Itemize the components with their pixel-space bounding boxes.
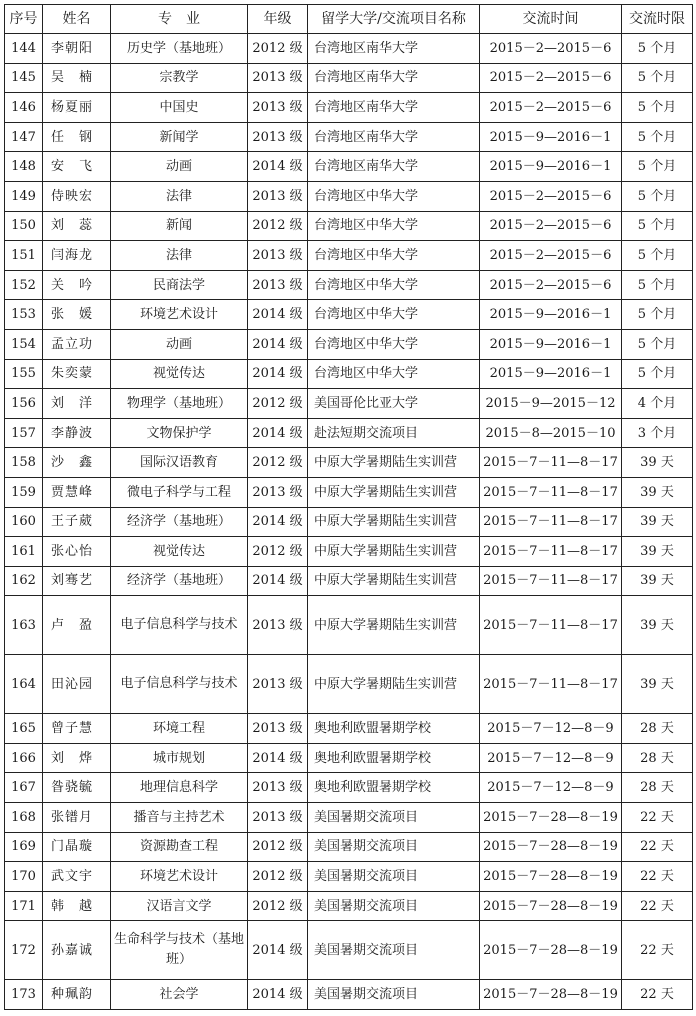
cell-program: 台湾地区中华大学	[308, 329, 480, 359]
cell-grade: 2014 级	[248, 921, 308, 980]
cell-major: 环境艺术设计	[111, 300, 248, 330]
table-row	[5, 537, 693, 567]
cell-major: 微电子科学与工程	[111, 477, 248, 507]
cell-duration: 5 个月	[622, 329, 693, 359]
cell-time: 2015－7－11—8－17	[480, 655, 622, 714]
cell-no: 160	[5, 507, 43, 537]
table-row	[5, 980, 693, 1010]
cell-grade: 2013 级	[248, 122, 308, 152]
cell-no: 153	[5, 300, 43, 330]
cell-program: 赴法短期交流项目	[308, 418, 480, 448]
cell-name: 关 吟	[43, 270, 111, 300]
cell-grade: 2013 级	[248, 803, 308, 833]
cell-name: 张镨月	[43, 803, 111, 833]
cell-duration: 39 天	[622, 566, 693, 596]
cell-major: 视觉传达	[111, 359, 248, 389]
cell-time: 2015－7－28—8－19	[480, 832, 622, 862]
cell-duration: 5 个月	[622, 270, 693, 300]
cell-program: 台湾地区中华大学	[308, 359, 480, 389]
cell-name: 朱奕蒙	[43, 359, 111, 389]
cell-duration: 39 天	[622, 448, 693, 478]
cell-time: 2015－2—2015－6	[480, 63, 622, 93]
exchange-students-table	[4, 4, 693, 1010]
table-row	[5, 122, 693, 152]
cell-grade: 2012 级	[248, 34, 308, 64]
cell-name: 王子葳	[43, 507, 111, 537]
cell-time: 2015－7－28—8－19	[480, 891, 622, 921]
cell-major: 中国史	[111, 93, 248, 123]
cell-duration: 39 天	[622, 537, 693, 567]
cell-name: 任 钢	[43, 122, 111, 152]
cell-duration: 3 个月	[622, 418, 693, 448]
header-name: 姓名	[43, 5, 111, 34]
cell-no: 147	[5, 122, 43, 152]
table-row	[5, 63, 693, 93]
cell-duration: 5 个月	[622, 93, 693, 123]
cell-time: 2015－7－28—8－19	[480, 980, 622, 1010]
table-row	[5, 241, 693, 271]
table-row	[5, 921, 693, 980]
table-row	[5, 596, 693, 655]
cell-major: 经济学（基地班）	[111, 566, 248, 596]
cell-no: 169	[5, 832, 43, 862]
cell-duration: 39 天	[622, 507, 693, 537]
cell-program: 美国暑期交流项目	[308, 803, 480, 833]
cell-grade: 2014 级	[248, 329, 308, 359]
cell-name: 侍映宏	[43, 181, 111, 211]
cell-name: 韩 越	[43, 891, 111, 921]
table-row	[5, 655, 693, 714]
cell-major: 新闻	[111, 211, 248, 241]
cell-time: 2015－9—2016－1	[480, 152, 622, 182]
table-row	[5, 743, 693, 773]
cell-program: 美国暑期交流项目	[308, 921, 480, 980]
cell-major: 地理信息科学	[111, 773, 248, 803]
cell-no: 149	[5, 181, 43, 211]
cell-time: 2015－9—2015－12	[480, 389, 622, 419]
cell-major: 法律	[111, 181, 248, 211]
cell-duration: 5 个月	[622, 34, 693, 64]
table-row	[5, 152, 693, 182]
cell-major: 经济学（基地班）	[111, 507, 248, 537]
cell-grade: 2013 级	[248, 596, 308, 655]
cell-name: 闫海龙	[43, 241, 111, 271]
cell-name: 昝骁毓	[43, 773, 111, 803]
cell-time: 2015－9—2016－1	[480, 300, 622, 330]
cell-program: 中原大学暑期陆生实训营	[308, 566, 480, 596]
cell-major: 历史学（基地班）	[111, 34, 248, 64]
cell-duration: 22 天	[622, 921, 693, 980]
cell-grade: 2013 级	[248, 773, 308, 803]
cell-no: 173	[5, 980, 43, 1010]
table-row	[5, 832, 693, 862]
cell-major: 国际汉语教育	[111, 448, 248, 478]
cell-program: 奥地利欧盟暑期学校	[308, 773, 480, 803]
cell-grade: 2014 级	[248, 743, 308, 773]
cell-no: 150	[5, 211, 43, 241]
cell-time: 2015－7－28—8－19	[480, 921, 622, 980]
cell-grade: 2014 级	[248, 980, 308, 1010]
table-row	[5, 714, 693, 744]
cell-duration: 5 个月	[622, 122, 693, 152]
cell-name: 贾慧峰	[43, 477, 111, 507]
cell-name: 刘 蕊	[43, 211, 111, 241]
cell-grade: 2012 级	[248, 832, 308, 862]
cell-time: 2015－7－28—8－19	[480, 803, 622, 833]
cell-no: 158	[5, 448, 43, 478]
cell-name: 刘骞艺	[43, 566, 111, 596]
cell-time: 2015－2—2015－6	[480, 270, 622, 300]
cell-name: 武文宇	[43, 862, 111, 892]
cell-program: 台湾地区中华大学	[308, 270, 480, 300]
cell-grade: 2013 级	[248, 655, 308, 714]
cell-program: 台湾地区南华大学	[308, 63, 480, 93]
cell-no: 172	[5, 921, 43, 980]
cell-duration: 28 天	[622, 743, 693, 773]
cell-program: 台湾地区中华大学	[308, 300, 480, 330]
cell-duration: 22 天	[622, 862, 693, 892]
cell-grade: 2014 级	[248, 359, 308, 389]
cell-grade: 2014 级	[248, 418, 308, 448]
header-grade: 年级	[248, 5, 308, 34]
table-row	[5, 300, 693, 330]
cell-time: 2015－8—2015－10	[480, 418, 622, 448]
cell-no: 146	[5, 93, 43, 123]
cell-major: 城市规划	[111, 743, 248, 773]
cell-grade: 2012 级	[248, 448, 308, 478]
cell-time: 2015－9—2016－1	[480, 122, 622, 152]
cell-grade: 2014 级	[248, 507, 308, 537]
cell-no: 168	[5, 803, 43, 833]
cell-major: 文物保护学	[111, 418, 248, 448]
cell-major: 视觉传达	[111, 537, 248, 567]
cell-time: 2015－7－11—8－17	[480, 537, 622, 567]
cell-program: 中原大学暑期陆生实训营	[308, 596, 480, 655]
cell-program: 中原大学暑期陆生实训营	[308, 477, 480, 507]
cell-major: 社会学	[111, 980, 248, 1010]
cell-name: 李朝阳	[43, 34, 111, 64]
cell-program: 台湾地区南华大学	[308, 34, 480, 64]
cell-program: 台湾地区南华大学	[308, 122, 480, 152]
cell-major: 汉语言文学	[111, 891, 248, 921]
table-row	[5, 418, 693, 448]
cell-no: 154	[5, 329, 43, 359]
header-program: 留学大学/交流项目名称	[308, 5, 480, 34]
cell-program: 台湾地区南华大学	[308, 152, 480, 182]
cell-grade: 2012 级	[248, 537, 308, 567]
cell-duration: 5 个月	[622, 300, 693, 330]
cell-grade: 2012 级	[248, 891, 308, 921]
cell-major: 电子信息科学与技术	[111, 596, 248, 655]
cell-time: 2015－2—2015－6	[480, 181, 622, 211]
cell-time: 2015－7－11—8－17	[480, 477, 622, 507]
cell-program: 中原大学暑期陆生实训营	[308, 655, 480, 714]
header-major: 专 业	[111, 5, 248, 34]
cell-no: 159	[5, 477, 43, 507]
table-row	[5, 270, 693, 300]
cell-time: 2015－7－11—8－17	[480, 596, 622, 655]
cell-major: 新闻学	[111, 122, 248, 152]
cell-no: 152	[5, 270, 43, 300]
cell-major: 宗教学	[111, 63, 248, 93]
cell-duration: 39 天	[622, 477, 693, 507]
table-row	[5, 566, 693, 596]
cell-name: 种珮韵	[43, 980, 111, 1010]
cell-program: 奥地利欧盟暑期学校	[308, 743, 480, 773]
cell-program: 奥地利欧盟暑期学校	[308, 714, 480, 744]
table-row	[5, 93, 693, 123]
cell-grade: 2013 级	[248, 270, 308, 300]
cell-name: 刘 洋	[43, 389, 111, 419]
cell-major: 动画	[111, 329, 248, 359]
cell-no: 166	[5, 743, 43, 773]
cell-time: 2015－2—2015－6	[480, 211, 622, 241]
cell-time: 2015－9—2016－1	[480, 329, 622, 359]
cell-time: 2015－7－12—8－9	[480, 714, 622, 744]
cell-duration: 22 天	[622, 891, 693, 921]
table-body	[5, 34, 693, 1010]
cell-grade: 2012 级	[248, 862, 308, 892]
cell-no: 170	[5, 862, 43, 892]
cell-duration: 39 天	[622, 596, 693, 655]
cell-grade: 2012 级	[248, 389, 308, 419]
cell-grade: 2013 级	[248, 241, 308, 271]
cell-duration: 22 天	[622, 803, 693, 833]
table-row	[5, 862, 693, 892]
cell-time: 2015－2—2015－6	[480, 34, 622, 64]
cell-name: 张 媛	[43, 300, 111, 330]
cell-grade: 2013 级	[248, 477, 308, 507]
cell-grade: 2014 级	[248, 152, 308, 182]
cell-program: 台湾地区中华大学	[308, 211, 480, 241]
cell-duration: 39 天	[622, 655, 693, 714]
cell-no: 145	[5, 63, 43, 93]
cell-grade: 2014 级	[248, 566, 308, 596]
cell-major: 物理学（基地班）	[111, 389, 248, 419]
table-row	[5, 329, 693, 359]
cell-program: 台湾地区南华大学	[308, 93, 480, 123]
table-row	[5, 448, 693, 478]
cell-duration: 5 个月	[622, 63, 693, 93]
cell-name: 门晶璇	[43, 832, 111, 862]
cell-program: 中原大学暑期陆生实训营	[308, 448, 480, 478]
cell-duration: 28 天	[622, 714, 693, 744]
cell-time: 2015－7－11—8－17	[480, 507, 622, 537]
cell-program: 中原大学暑期陆生实训营	[308, 537, 480, 567]
cell-program: 美国暑期交流项目	[308, 862, 480, 892]
cell-major: 环境工程	[111, 714, 248, 744]
cell-name: 沙 鑫	[43, 448, 111, 478]
cell-grade: 2014 级	[248, 300, 308, 330]
cell-no: 162	[5, 566, 43, 596]
cell-program: 台湾地区中华大学	[308, 241, 480, 271]
cell-time: 2015－2—2015－6	[480, 241, 622, 271]
cell-duration: 5 个月	[622, 152, 693, 182]
cell-no: 161	[5, 537, 43, 567]
cell-duration: 5 个月	[622, 211, 693, 241]
table-row	[5, 477, 693, 507]
cell-program: 中原大学暑期陆生实训营	[308, 507, 480, 537]
cell-no: 156	[5, 389, 43, 419]
cell-major: 电子信息科学与技术	[111, 655, 248, 714]
cell-duration: 5 个月	[622, 359, 693, 389]
header-row	[5, 5, 693, 34]
cell-name: 卢 盈	[43, 596, 111, 655]
table-row	[5, 507, 693, 537]
cell-no: 163	[5, 596, 43, 655]
cell-grade: 2013 级	[248, 63, 308, 93]
cell-program: 美国暑期交流项目	[308, 980, 480, 1010]
cell-name: 安 飞	[43, 152, 111, 182]
cell-name: 曾子慧	[43, 714, 111, 744]
cell-no: 167	[5, 773, 43, 803]
table-row	[5, 34, 693, 64]
cell-program: 美国暑期交流项目	[308, 832, 480, 862]
table-row	[5, 773, 693, 803]
cell-time: 2015－7－12—8－9	[480, 773, 622, 803]
cell-program: 台湾地区中华大学	[308, 181, 480, 211]
cell-major: 资源勘查工程	[111, 832, 248, 862]
cell-time: 2015－2—2015－6	[480, 93, 622, 123]
cell-major: 动画	[111, 152, 248, 182]
cell-name: 孟立功	[43, 329, 111, 359]
cell-no: 164	[5, 655, 43, 714]
header-no: 序号	[5, 5, 43, 34]
cell-name: 孙嘉诚	[43, 921, 111, 980]
cell-duration: 5 个月	[622, 181, 693, 211]
table-row	[5, 181, 693, 211]
cell-no: 148	[5, 152, 43, 182]
cell-duration: 5 个月	[622, 241, 693, 271]
cell-name: 田沁园	[43, 655, 111, 714]
cell-no: 157	[5, 418, 43, 448]
cell-grade: 2013 级	[248, 181, 308, 211]
table-row	[5, 389, 693, 419]
cell-name: 吴 楠	[43, 63, 111, 93]
cell-major: 法律	[111, 241, 248, 271]
cell-no: 151	[5, 241, 43, 271]
cell-name: 杨夏丽	[43, 93, 111, 123]
cell-no: 165	[5, 714, 43, 744]
cell-time: 2015－7－28—8－19	[480, 862, 622, 892]
cell-no: 155	[5, 359, 43, 389]
cell-major: 环境艺术设计	[111, 862, 248, 892]
cell-no: 171	[5, 891, 43, 921]
header-time: 交流时间	[480, 5, 622, 34]
table-row	[5, 211, 693, 241]
cell-duration: 22 天	[622, 980, 693, 1010]
cell-duration: 28 天	[622, 773, 693, 803]
cell-grade: 2012 级	[248, 211, 308, 241]
table-row	[5, 803, 693, 833]
cell-grade: 2013 级	[248, 93, 308, 123]
table-row	[5, 891, 693, 921]
cell-duration: 4 个月	[622, 389, 693, 419]
cell-major: 民商法学	[111, 270, 248, 300]
cell-major: 播音与主持艺术	[111, 803, 248, 833]
cell-name: 刘 烨	[43, 743, 111, 773]
cell-no: 144	[5, 34, 43, 64]
cell-major: 生命科学与技术（基地班）	[111, 921, 248, 980]
cell-name: 李静波	[43, 418, 111, 448]
table-row	[5, 359, 693, 389]
cell-program: 美国暑期交流项目	[308, 891, 480, 921]
header-duration: 交流时限	[622, 5, 693, 34]
cell-program: 美国哥伦比亚大学	[308, 389, 480, 419]
cell-time: 2015－9—2016－1	[480, 359, 622, 389]
cell-duration: 22 天	[622, 832, 693, 862]
cell-grade: 2013 级	[248, 714, 308, 744]
cell-time: 2015－7－11—8－17	[480, 448, 622, 478]
cell-time: 2015－7－12—8－9	[480, 743, 622, 773]
cell-time: 2015－7－11—8－17	[480, 566, 622, 596]
cell-name: 张心怡	[43, 537, 111, 567]
